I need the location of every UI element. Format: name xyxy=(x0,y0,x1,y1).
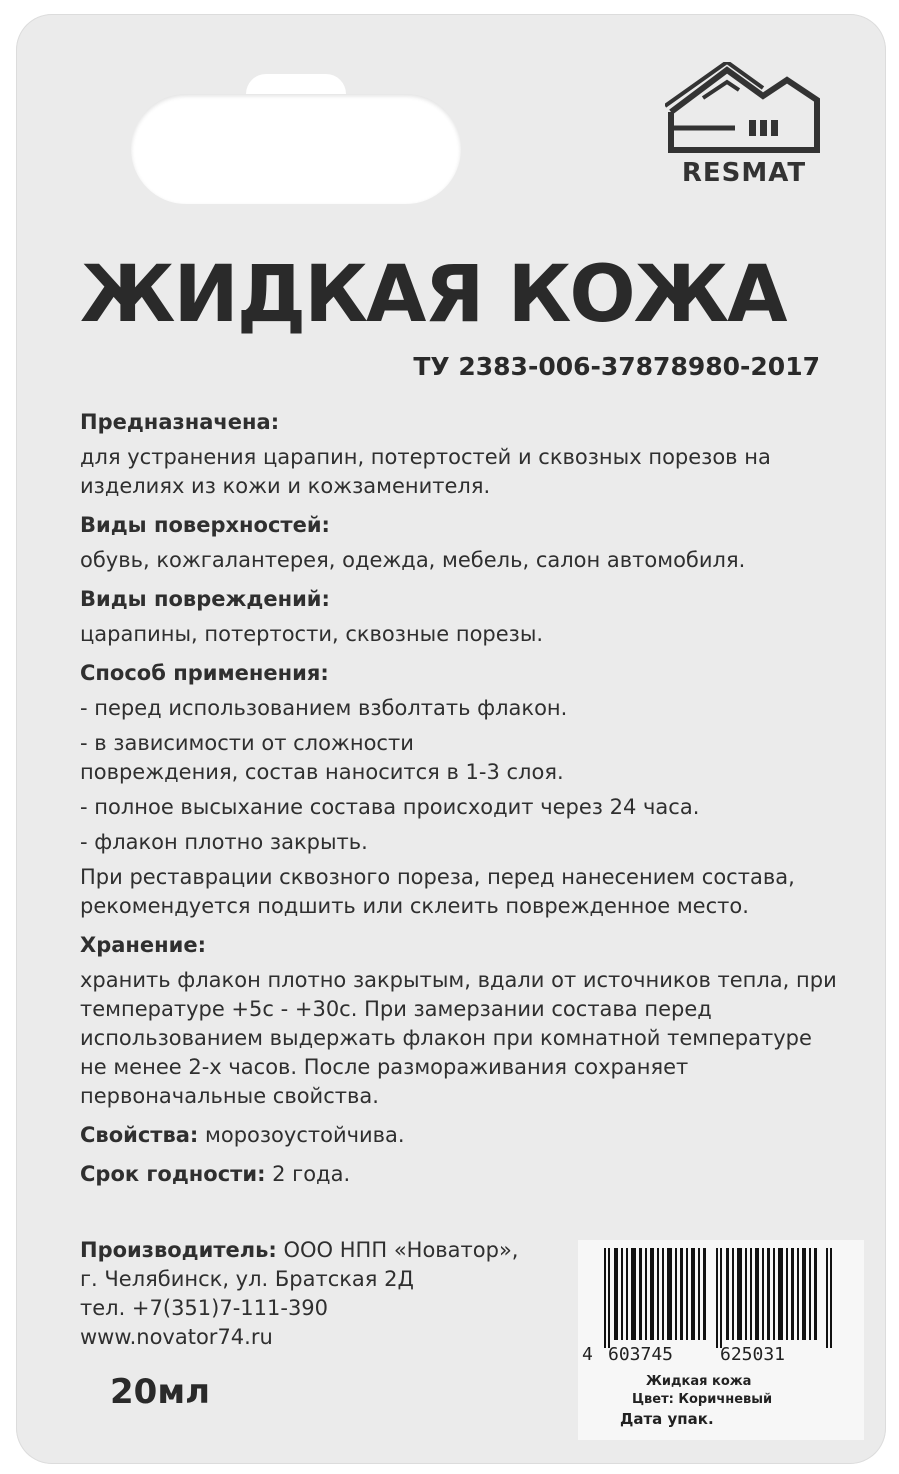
properties-value: морозоустойчива. xyxy=(198,1123,405,1147)
usage-note: При реставрации сквозного пореза, перед нанесением состава, рекомендуется подшить или склеить поврежденное место. xyxy=(80,865,795,918)
manufacturer-label: Производитель: xyxy=(80,1238,277,1262)
properties-label: Свойства: xyxy=(80,1123,199,1147)
storage-text: хранить флакон плотно закрытым, вдали от источников тепла, при температуре +5с - +30с. При замерзании состава перед использованием выдержать флакон при комнатной температуре не менее 2-х часов. После размораживания сохраняет первоначальные свойства. xyxy=(80,968,837,1108)
manufacturer-phone: тел. +7(351)7-111-390 xyxy=(80,1296,329,1320)
usage-heading: Способ применения: xyxy=(80,661,329,685)
barcode-first-digit: 4 xyxy=(582,1344,593,1365)
manufacturer-address: г. Челябинск, ул. Братская 2Д xyxy=(80,1267,414,1291)
shelf-life-line xyxy=(80,1160,840,1189)
barcode-digits xyxy=(582,1344,862,1365)
usage-step: - полное высыхание состава происходит через 24 часа. xyxy=(80,795,700,819)
purpose-heading: Предназначена: xyxy=(80,410,280,434)
manufacturer-block xyxy=(80,1236,580,1352)
storage-heading: Хранение: xyxy=(80,933,207,957)
usage-step: - перед использованием взболтать флакон. xyxy=(80,696,568,720)
product-spec: ТУ 2383-006-37878980-2017 xyxy=(413,352,820,381)
shelf-life-label: Срок годности: xyxy=(80,1162,266,1186)
barcode-sticker xyxy=(578,1240,864,1440)
manufacturer-name: ООО НПП «Новатор», xyxy=(276,1238,519,1262)
damage-text: царапины, потертости, сквозные порезы. xyxy=(80,622,544,646)
sticker-product-name: Жидкая кожа xyxy=(646,1374,752,1389)
surfaces-heading: Виды поверхностей: xyxy=(80,513,330,537)
sticker-color: Цвет: Коричневый xyxy=(632,1392,773,1407)
usage-step: - флакон плотно закрыть. xyxy=(80,830,368,854)
sticker-pack-date: Дата упак. xyxy=(620,1410,714,1428)
house-icon xyxy=(665,62,825,154)
properties-line xyxy=(80,1121,840,1150)
manufacturer-website[interactable]: www.novator74.ru xyxy=(80,1325,273,1349)
barcode-left-digits: 603745 xyxy=(608,1344,674,1365)
instructions xyxy=(80,408,840,1199)
brand-name: RESMAT xyxy=(681,158,807,188)
brand-logo xyxy=(665,62,825,188)
manufacturer-line xyxy=(80,1236,580,1265)
damage-heading: Виды повреждений: xyxy=(80,587,330,611)
product-title: ЖИДКАЯ КОЖА xyxy=(80,250,786,340)
product-volume: 20мл xyxy=(110,1372,211,1412)
shelf-life-value: 2 года. xyxy=(265,1162,351,1186)
barcode xyxy=(590,1248,852,1348)
usage-step: - в зависимости от сложности xyxy=(80,731,414,755)
purpose-text: для устранения царапин, потертостей и сквозных порезов на изделиях из кожи и кожзаменителя. xyxy=(80,445,771,498)
usage-step: повреждения, состав наносится в 1-3 слоя. xyxy=(80,760,564,784)
barcode-right-digits: 625031 xyxy=(720,1344,786,1365)
hang-hole xyxy=(131,94,461,204)
surfaces-text: обувь, кожгалантерея, одежда, мебель, салон автомобиля. xyxy=(80,548,746,572)
